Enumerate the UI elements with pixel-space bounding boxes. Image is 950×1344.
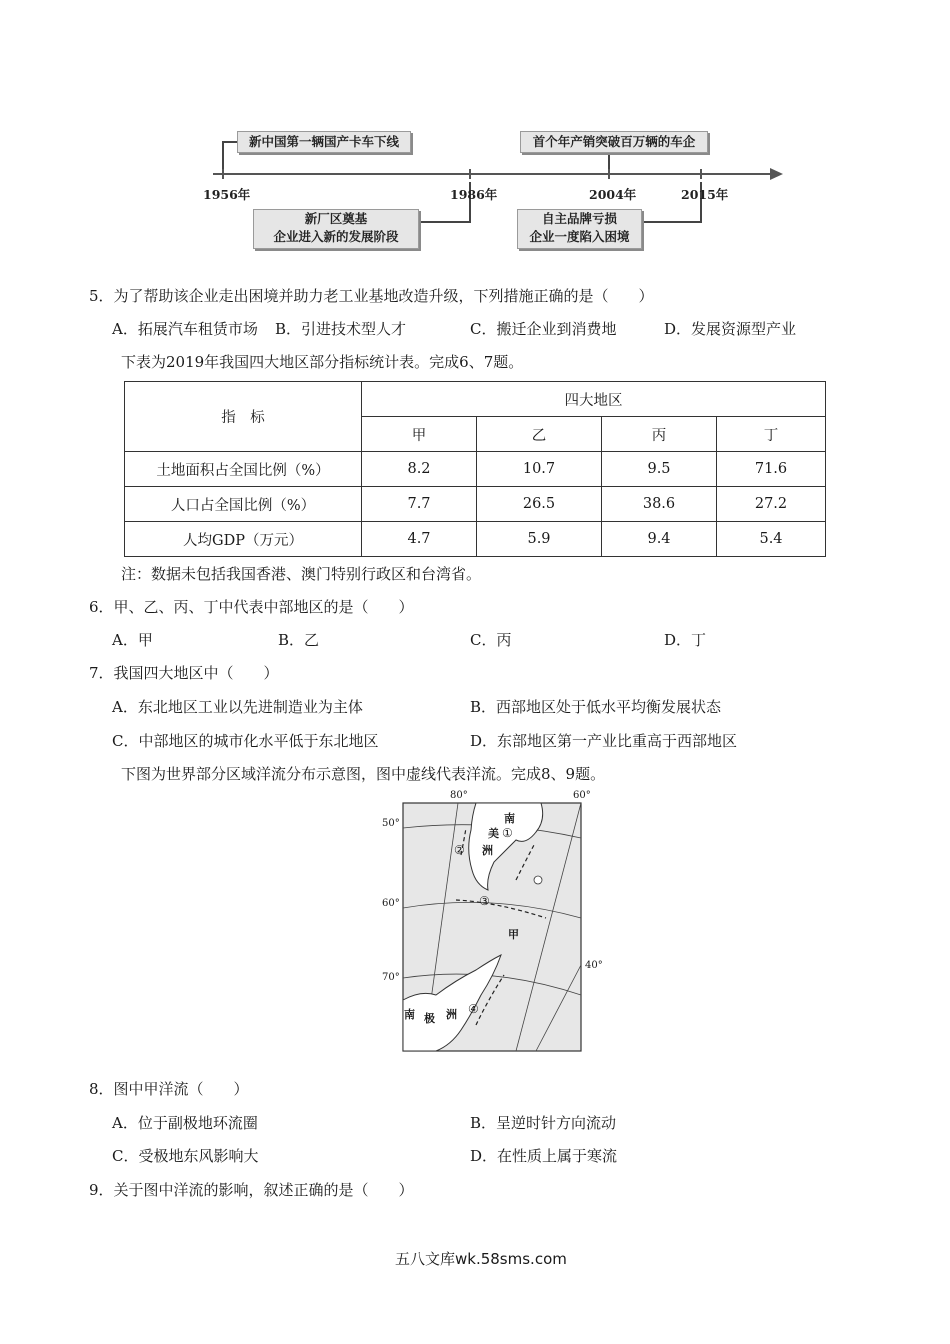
table-row — [125, 522, 826, 557]
q8-option-d[interactable]: D．在性质上属于寒流 — [470, 1147, 618, 1165]
table-cell: 5.9 — [477, 522, 602, 557]
q6-stem: 6．甲、乙、丙、丁中代表中部地区的是（ ） — [89, 598, 414, 616]
map-lon-40: 40° — [585, 960, 603, 971]
timeline-event-2015-line2: 企业一度陷入困境 — [529, 229, 630, 244]
table-cell: 7.7 — [362, 487, 477, 522]
table-region-jia: 甲 — [362, 417, 477, 452]
table-cell: 9.5 — [602, 452, 717, 487]
table-cell: 5.4 — [717, 522, 826, 557]
q5-option-c[interactable]: C．搬迁企业到消费地 — [470, 320, 617, 338]
timeline-event-2015 — [517, 209, 642, 249]
table-region-bing: 丙 — [602, 417, 717, 452]
q7-stem: 7．我国四大地区中（ ） — [89, 664, 279, 682]
table-row-label: 人口占全国比例（%） — [125, 487, 362, 522]
q7-option-c[interactable]: C．中部地区的城市化水平低于东北地区 — [112, 732, 379, 750]
map-lon-60: 60° — [573, 790, 591, 801]
table-cell: 27.2 — [717, 487, 826, 522]
q7-option-b[interactable]: B．西部地区处于低水平均衡发展状态 — [470, 698, 722, 716]
table-header-indicator: 指 标 — [125, 382, 362, 452]
table-cell: 8.2 — [362, 452, 477, 487]
map-label-south-america-1: 南 — [504, 812, 515, 825]
map-marker-4: ④ — [468, 1002, 479, 1016]
table-cell: 26.5 — [477, 487, 602, 522]
map-marker-2: ② — [454, 843, 465, 857]
timeline-event-1986-line1: 新厂区奠基 — [304, 211, 368, 226]
timeline-event-1986 — [253, 209, 419, 249]
map-label-south-america-2: 美 — [488, 827, 499, 840]
timeline-figure — [195, 122, 795, 252]
map-lat-60: 60° — [382, 898, 400, 909]
statistics-table — [124, 381, 826, 557]
q8-stem: 8．图中甲洋流（ ） — [89, 1080, 249, 1098]
timeline-year-1956: 1956年 — [203, 187, 251, 202]
map-label-current-jia: 甲 — [508, 928, 519, 941]
table-cell: 38.6 — [602, 487, 717, 522]
timeline-event-2015-line1: 自主品牌亏损 — [541, 211, 617, 226]
map-marker-1: ① — [502, 826, 513, 840]
q5-option-b[interactable]: B．引进技术型人才 — [275, 320, 407, 338]
q9-stem: 9．关于图中洋流的影响，叙述正确的是（ ） — [89, 1181, 414, 1199]
map-label-south-america-3: 洲 — [482, 844, 493, 857]
table-region-ding: 丁 — [717, 417, 826, 452]
map-lat-70: 70° — [382, 972, 400, 983]
intro-q6-q7: 下表为2019年我国四大地区部分指标统计表。完成6、7题。 — [121, 353, 524, 371]
table-row — [125, 487, 826, 522]
ocean-current-map — [376, 790, 606, 1055]
q7-option-a[interactable]: A．东北地区工业以先进制造业为主体 — [112, 698, 363, 716]
map-label-antarctica-1: 南 — [404, 1008, 415, 1021]
q5-option-a[interactable]: A．拓展汽车租赁市场 — [112, 320, 258, 338]
map-label-antarctica-3: 洲 — [446, 1008, 457, 1021]
map-label-antarctica-2: 极 — [424, 1012, 435, 1025]
map-lat-50: 50° — [382, 818, 400, 829]
table-row — [125, 452, 826, 487]
table-cell: 10.7 — [477, 452, 602, 487]
table-cell: 4.7 — [362, 522, 477, 557]
table-region-yi: 乙 — [477, 417, 602, 452]
q5-stem: 5．为了帮助该企业走出困境并助力老工业基地改造升级，下列措施正确的是（ ） — [89, 287, 654, 305]
table-cell: 71.6 — [717, 452, 826, 487]
q8-option-b[interactable]: B．呈逆时针方向流动 — [470, 1114, 617, 1132]
intro-q8-q9: 下图为世界部分区域洋流分布示意图，图中虚线代表洋流。完成8、9题。 — [121, 765, 606, 783]
timeline-event-1956: 新中国第一辆国产卡车下线 — [237, 131, 411, 153]
page-footer: 五八文库wk.58sms.com — [395, 1250, 567, 1268]
timeline-year-2015: 2015年 — [681, 187, 729, 202]
table-header-regions: 四大地区 — [362, 382, 826, 417]
map-lon-80: 80° — [450, 790, 468, 801]
table-row-label: 人均GDP（万元） — [125, 522, 362, 557]
table-cell: 9.4 — [602, 522, 717, 557]
map-marker-3: ③ — [479, 894, 490, 908]
q8-option-c[interactable]: C．受极地东风影响大 — [112, 1147, 259, 1165]
timeline-event-2004: 首个年产销突破百万辆的车企 — [520, 131, 708, 153]
q6-option-d[interactable]: D．丁 — [664, 631, 707, 649]
q6-option-c[interactable]: C．丙 — [470, 631, 512, 649]
q7-option-d[interactable]: D．东部地区第一产业比重高于西部地区 — [470, 732, 738, 750]
timeline-event-1986-line2: 企业进入新的发展阶段 — [273, 229, 399, 244]
timeline-year-1986: 1986年 — [450, 187, 498, 202]
q5-option-d[interactable]: D．发展资源型产业 — [664, 320, 797, 338]
table-note: 注：数据未包括我国香港、澳门特别行政区和台湾省。 — [121, 565, 482, 583]
q6-option-a[interactable]: A．甲 — [112, 631, 153, 649]
timeline-year-2004: 2004年 — [589, 187, 637, 202]
q6-option-b[interactable]: B．乙 — [278, 631, 320, 649]
table-row-label: 土地面积占全国比例（%） — [125, 452, 362, 487]
q8-option-a[interactable]: A．位于副极地环流圈 — [112, 1114, 258, 1132]
